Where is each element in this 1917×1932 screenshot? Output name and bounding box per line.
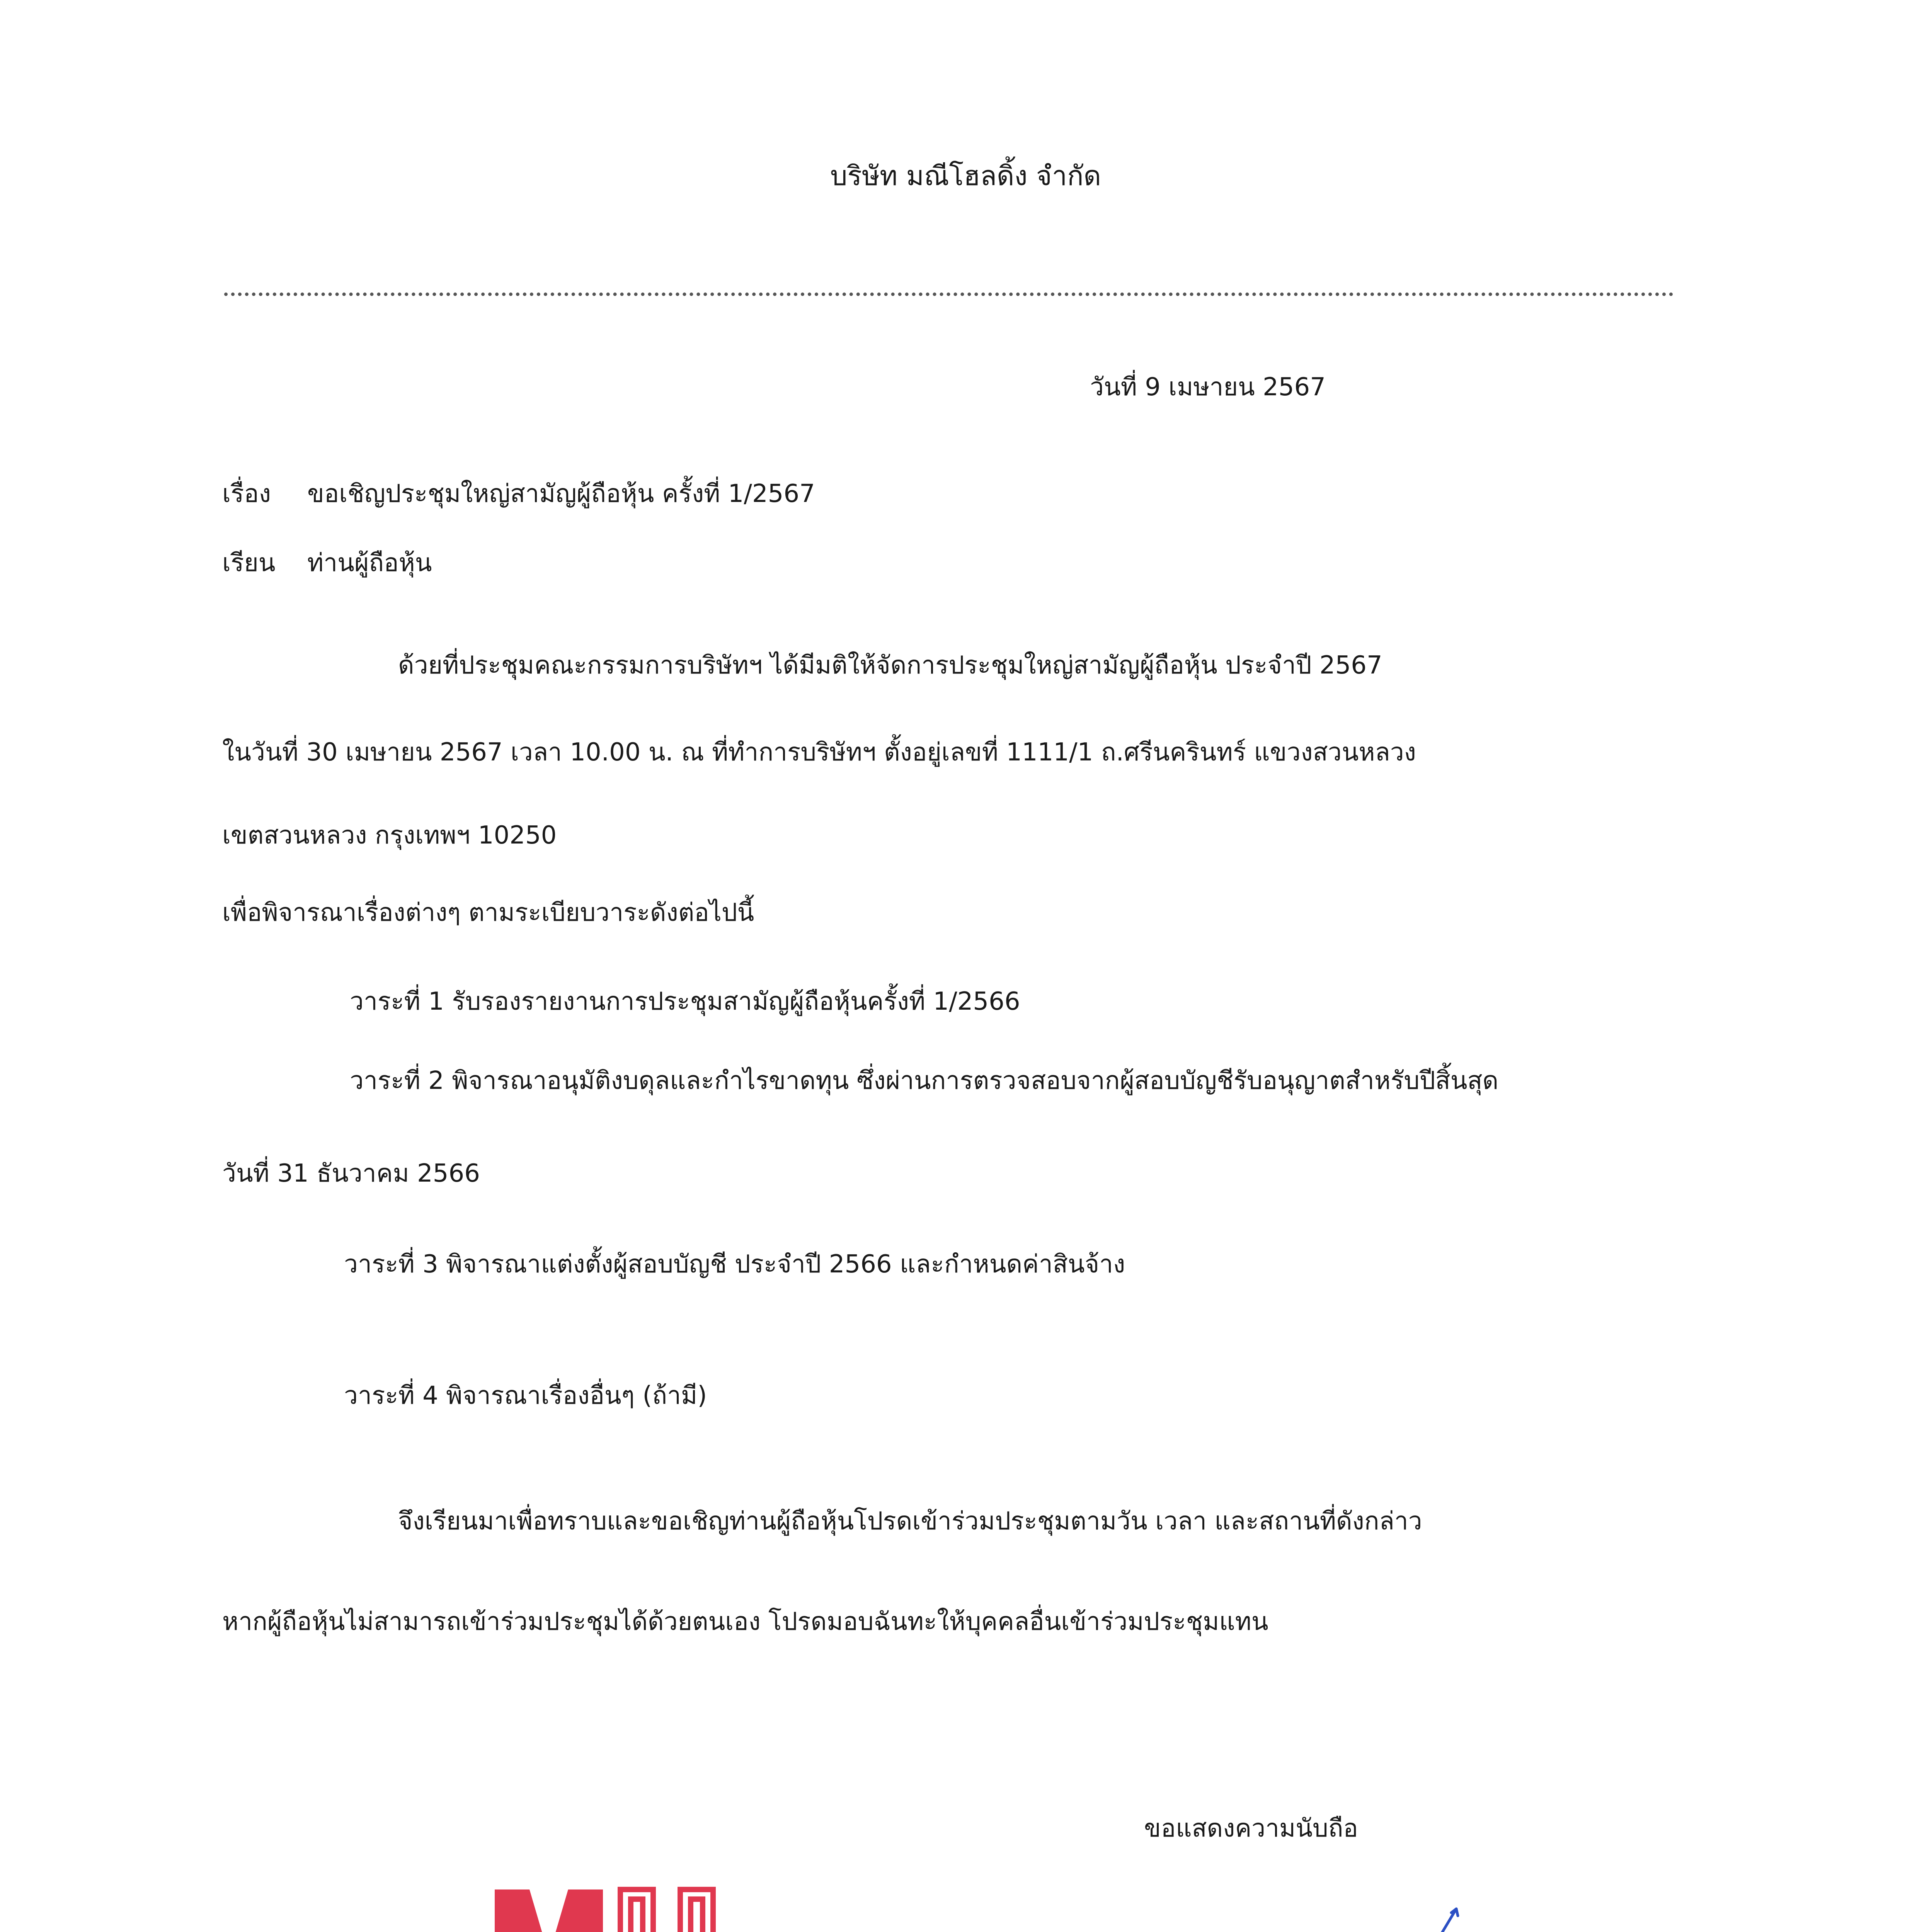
handwritten-signature [1121,1886,1492,1932]
body-line: ด้วยที่ประชุมคณะกรรมการบริษัทฯ ได้มีมติให้จัดการประชุมใหญ่สามัญผู้ถือหุ้น ประจำปี 2567 [398,651,1382,680]
recipient-text: ท่านผู้ถือหุ้น [307,549,432,577]
body-line: เพื่อพิจารณาเรื่องต่างๆ ตามระเบียบวาระดังต่อไปนี้ [222,898,754,927]
body-line: ในวันที่ 30 เมษายน 2567 เวลา 10.00 น. ณ ที่ทำการบริษัทฯ ตั้งอยู่เลขที่ 1111/1 ถ.ศรีนครินทร์ แขวงสวนหลวง [222,738,1416,767]
agenda-item-1: วาระที่ 1 รับรองรายงานการประชุมสามัญผู้ถือหุ้นครั้งที่ 1/2566 [350,987,1020,1016]
agenda-item-2-continued: วันที่ 31 ธันวาคม 2566 [222,1159,480,1188]
company-logo [487,1878,727,1932]
recipient-label: เรียน [222,549,276,577]
closing-text: ขอแสดงความนับถือ [1144,1814,1358,1843]
letter-date: วันที่ 9 เมษายน 2567 [1090,373,1326,401]
header-divider [224,293,1674,296]
company-header: บริษัท มณีโฮลดิ้ง จำกัด [830,160,1101,192]
conclusion-line: หากผู้ถือหุ้นไม่สามารถเข้าร่วมประชุมได้ด้วยตนเอง โปรดมอบฉันทะให้บุคคลอื่นเข้าร่วมประชุมแทน [222,1607,1268,1636]
agenda-item-4: วาระที่ 4 พิจารณาเรื่องอื่นๆ (ถ้ามี) [344,1381,707,1410]
agenda-item-2: วาระที่ 2 พิจารณาอนุมัติงบดุลและกำไรขาดทุน ซึ่งผ่านการตรวจสอบจากผู้สอบบัญชีรับอนุญาตสำหรับปีสิ้นสุด [350,1066,1499,1095]
conclusion-line: จึงเรียนมาเพื่อทราบและขอเชิญท่านผู้ถือหุ้นโปรดเข้าร่วมประชุมตามวัน เวลา และสถานที่ดังกล่าว [398,1507,1422,1536]
agenda-item-3: วาระที่ 3 พิจารณาแต่งตั้งผู้สอบบัญชี ประจำปี 2566 และกำหนดค่าสินจ้าง [344,1250,1125,1279]
body-line: เขตสวนหลวง กรุงเทพฯ 10250 [222,821,557,850]
subject-text: ขอเชิญประชุมใหญ่สามัญผู้ถือหุ้น ครั้งที่ 1/2567 [307,480,815,508]
subject-label: เรื่อง [222,480,271,508]
